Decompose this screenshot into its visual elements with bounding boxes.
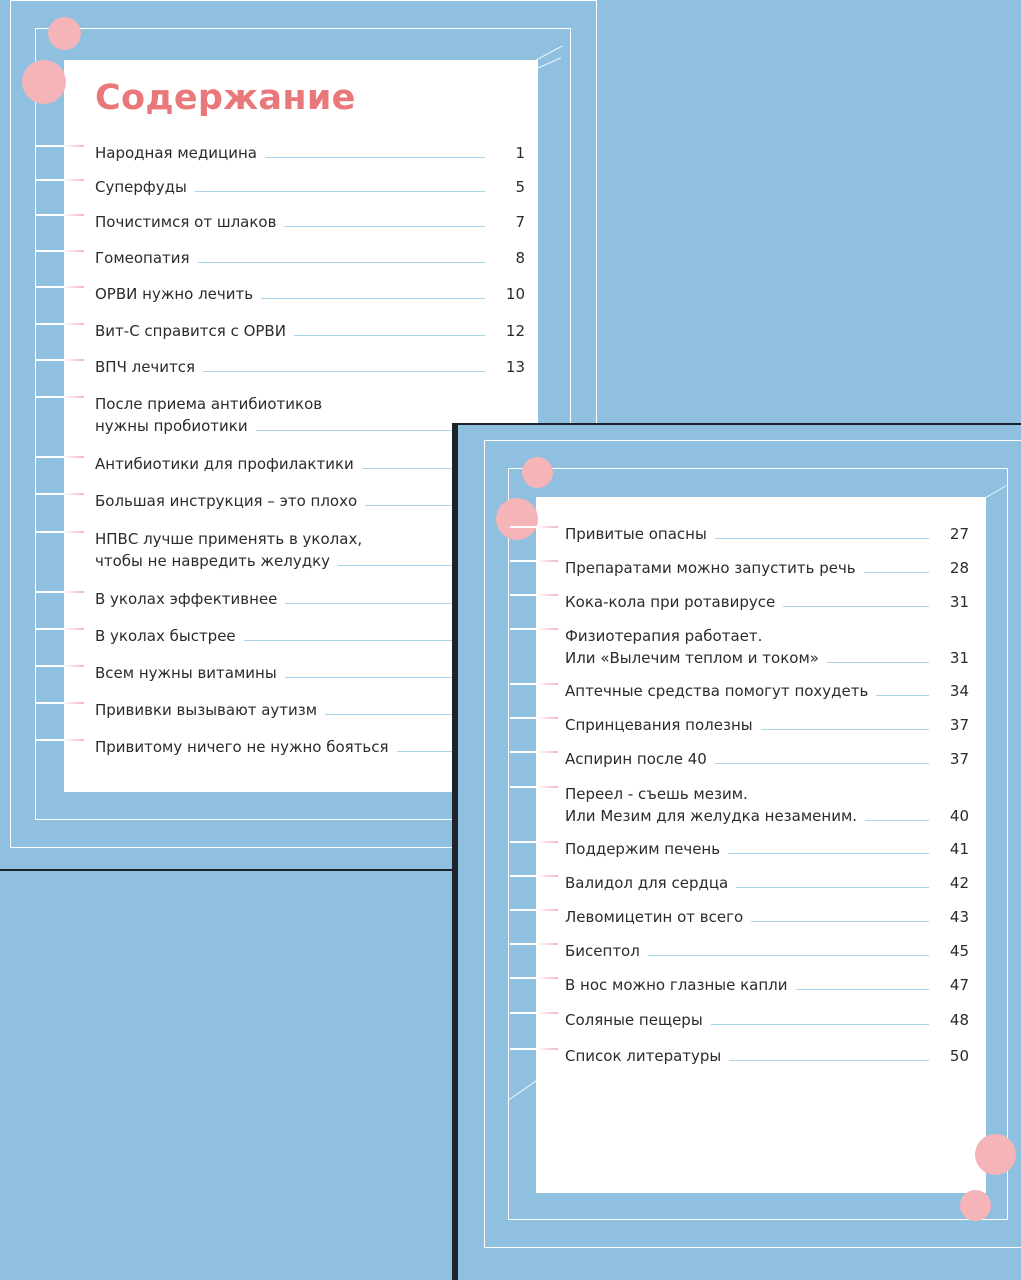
- toc-leader-line: [265, 157, 485, 158]
- toc-tick-marker: [36, 323, 84, 325]
- toc-page-number: 8: [515, 249, 525, 267]
- toc-page-number: 13: [505, 358, 525, 376]
- toc-entry-title: Гомеопатия: [95, 249, 190, 267]
- toc-entry-title: Соляные пещеры: [565, 1011, 703, 1029]
- toc-entry-title: Аспирин после 40: [565, 750, 707, 768]
- toc-entry-title: Суперфуды: [95, 178, 187, 196]
- toc-tick-marker: [36, 250, 84, 252]
- toc-leader-line: [284, 226, 485, 227]
- toc-page-number: 28: [949, 559, 969, 577]
- toc-entry[interactable]: [565, 524, 969, 544]
- toc-leader-line: [796, 989, 929, 990]
- toc-page-number: 31: [949, 593, 969, 611]
- toc-leader-line: [827, 662, 929, 663]
- toc-page-number: 50: [949, 1047, 969, 1065]
- toc-leader-line: [876, 695, 929, 696]
- toc-tick-marker: [510, 909, 558, 911]
- toc-page-number: 1: [515, 144, 525, 162]
- toc-tick-marker: [36, 493, 84, 495]
- toc-entry[interactable]: [95, 248, 525, 268]
- toc-entry-title: ОРВИ нужно лечить: [95, 285, 254, 303]
- toc-entry-title: ВПЧ лечится: [95, 358, 196, 376]
- toc-entry-title: В уколах быстрее: [95, 627, 236, 645]
- toc-entry-title: Валидол для сердца: [565, 874, 729, 892]
- toc-page-number: 48: [949, 1011, 969, 1029]
- toc-leader-line: [203, 371, 485, 372]
- toc-leader-line: [198, 262, 485, 263]
- toc-entry[interactable]: [565, 1046, 969, 1066]
- page2-top-edge: [452, 423, 1021, 425]
- toc-entry-title: Привитые опасны: [565, 525, 707, 543]
- toc-entry[interactable]: [95, 177, 525, 197]
- toc-entry-title: Всем нужны витамины: [95, 664, 277, 682]
- toc-entry-title: Физиотерапия работает.: [565, 627, 763, 645]
- toc-leader-line: [865, 820, 929, 821]
- toc-page-number: 5: [515, 178, 525, 196]
- toc-entry-title-line2: чтобы не навредить желудку: [95, 552, 331, 570]
- toc-leader-line: [761, 729, 929, 730]
- toc-page-number: 27: [949, 525, 969, 543]
- toc-tick-marker: [36, 286, 84, 288]
- toc-entry-title: Привитому ничего не нужно бояться: [95, 738, 389, 756]
- toc-leader-line: [736, 887, 929, 888]
- toc-tick-marker: [36, 702, 84, 704]
- toc-page-number: 7: [515, 213, 525, 231]
- toc-entry-title: Антибиотики для профилактики: [95, 455, 354, 473]
- toc-page-number: 37: [949, 716, 969, 734]
- toc-page-number: 43: [949, 908, 969, 926]
- toc-page-number: 47: [949, 976, 969, 994]
- toc-entry-title: Левомицетин от всего: [565, 908, 744, 926]
- toc-tick-marker: [36, 396, 84, 398]
- toc-entry-title: НПВС лучше применять в уколах,: [95, 530, 363, 548]
- toc-page-number: 41: [949, 840, 969, 858]
- toc-entry[interactable]: [95, 284, 525, 304]
- toc-entry[interactable]: [95, 143, 525, 163]
- toc-leader-line: [648, 955, 929, 956]
- toc-tick-marker: [510, 594, 558, 596]
- toc-entry[interactable]: [95, 357, 525, 377]
- toc-leader-line: [729, 1060, 929, 1061]
- toc-entry[interactable]: [565, 941, 969, 961]
- toc-tick-marker: [510, 977, 558, 979]
- page2-decor-dot-bottom-small: [960, 1190, 991, 1221]
- toc-tick-marker: [510, 943, 558, 945]
- toc-entry[interactable]: [95, 394, 525, 435]
- toc-page-number: 42: [949, 874, 969, 892]
- toc-tick-marker: [510, 1012, 558, 1014]
- toc-entry[interactable]: [565, 907, 969, 927]
- toc-tick-marker: [36, 179, 84, 181]
- toc-entry-title-line2: нужны пробиотики: [95, 417, 248, 435]
- toc-tick-marker: [510, 526, 558, 528]
- toc-leader-line: [715, 538, 929, 539]
- toc-tick-marker: [510, 628, 558, 630]
- toc-entry-title: Народная медицина: [95, 144, 257, 162]
- toc-leader-line: [728, 853, 929, 854]
- toc-tick-marker: [36, 591, 84, 593]
- toc-entry-title: В нос можно глазные капли: [565, 976, 788, 994]
- toc-entry[interactable]: [95, 321, 525, 341]
- toc-entry[interactable]: [565, 784, 969, 825]
- toc-page-number: 45: [949, 942, 969, 960]
- toc-entry[interactable]: [95, 212, 525, 232]
- toc-entry-title: В уколах эффективнее: [95, 590, 278, 608]
- toc-entry-title: Большая инструкция – это плохо: [95, 492, 358, 510]
- toc-page-number: 31: [949, 649, 969, 667]
- toc-entry-title: Аптечные средства помогут похудеть: [565, 682, 869, 700]
- toc-entry[interactable]: [565, 749, 969, 769]
- toc-entry-title: Бисептол: [565, 942, 640, 960]
- toc-entry-title: Переел - съешь мезим.: [565, 785, 748, 803]
- toc-tick-marker: [510, 841, 558, 843]
- toc-entry-title-line2: Или «Вылечим теплом и током»: [565, 649, 819, 667]
- toc-entry[interactable]: [565, 592, 969, 612]
- toc-entry-title: Спринцевания полезны: [565, 716, 753, 734]
- toc-entry-title: После приема антибиотиков: [95, 395, 323, 413]
- toc-tick-marker: [36, 628, 84, 630]
- toc-leader-line: [195, 191, 485, 192]
- toc-page-number: 12: [505, 322, 525, 340]
- toc-entry-title: Поддержим печень: [565, 840, 721, 858]
- toc-tick-marker: [510, 1048, 558, 1050]
- toc-tick-marker: [510, 683, 558, 685]
- toc-tick-marker: [36, 739, 84, 741]
- page1-decor-dot-large: [22, 60, 66, 104]
- toc-page-number: 37: [949, 750, 969, 768]
- toc-tick-marker: [510, 717, 558, 719]
- toc-leader-line: [261, 298, 485, 299]
- toc-tick-marker: [510, 875, 558, 877]
- toc-entry[interactable]: [565, 873, 969, 893]
- toc-entry[interactable]: [565, 1010, 969, 1030]
- toc-entry[interactable]: [565, 715, 969, 735]
- page-divider-horizontal: [0, 869, 458, 871]
- page2-decor-dot-small: [522, 457, 553, 488]
- toc-entry-title: Вит-С справится с ОРВИ: [95, 322, 286, 340]
- page1-decor-dot-small: [48, 17, 81, 50]
- toc-page-number: 10: [505, 285, 525, 303]
- toc-entry[interactable]: [565, 626, 969, 667]
- toc-leader-line: [715, 763, 929, 764]
- toc-entry-title: Список литературы: [565, 1047, 722, 1065]
- toc-entry[interactable]: [565, 681, 969, 701]
- toc-leader-line: [864, 572, 929, 573]
- toc-leader-line: [783, 606, 929, 607]
- toc-entry-title: Препаратами можно запустить речь: [565, 559, 856, 577]
- page-title: Содержание: [95, 78, 356, 118]
- toc-entry[interactable]: [565, 975, 969, 995]
- toc-entry-title: Прививки вызывают аутизм: [95, 701, 318, 719]
- page2-left-edge: [452, 423, 458, 1280]
- toc-page-number: 34: [949, 682, 969, 700]
- toc-tick-marker: [36, 531, 84, 533]
- toc-entry[interactable]: [565, 558, 969, 578]
- toc-entry-title: Кока-кола при ротавирусе: [565, 593, 776, 611]
- toc-leader-line: [751, 921, 929, 922]
- toc-tick-marker: [510, 786, 558, 788]
- toc-leader-line: [294, 335, 485, 336]
- toc-tick-marker: [36, 456, 84, 458]
- toc-entry-title: Почистимся от шлаков: [95, 213, 277, 231]
- toc-tick-marker: [36, 214, 84, 216]
- page2-decor-dot-large: [496, 498, 538, 540]
- toc-tick-marker: [36, 359, 84, 361]
- toc-entry-title-line2: Или Мезим для желудка незаменим.: [565, 807, 858, 825]
- toc-page-number: 40: [949, 807, 969, 825]
- page2-decor-dot-bottom-large: [975, 1134, 1016, 1175]
- toc-entry[interactable]: [565, 839, 969, 859]
- toc-tick-marker: [36, 145, 84, 147]
- toc-tick-marker: [510, 751, 558, 753]
- toc-tick-marker: [36, 665, 84, 667]
- toc-leader-line: [711, 1024, 929, 1025]
- toc-tick-marker: [510, 560, 558, 562]
